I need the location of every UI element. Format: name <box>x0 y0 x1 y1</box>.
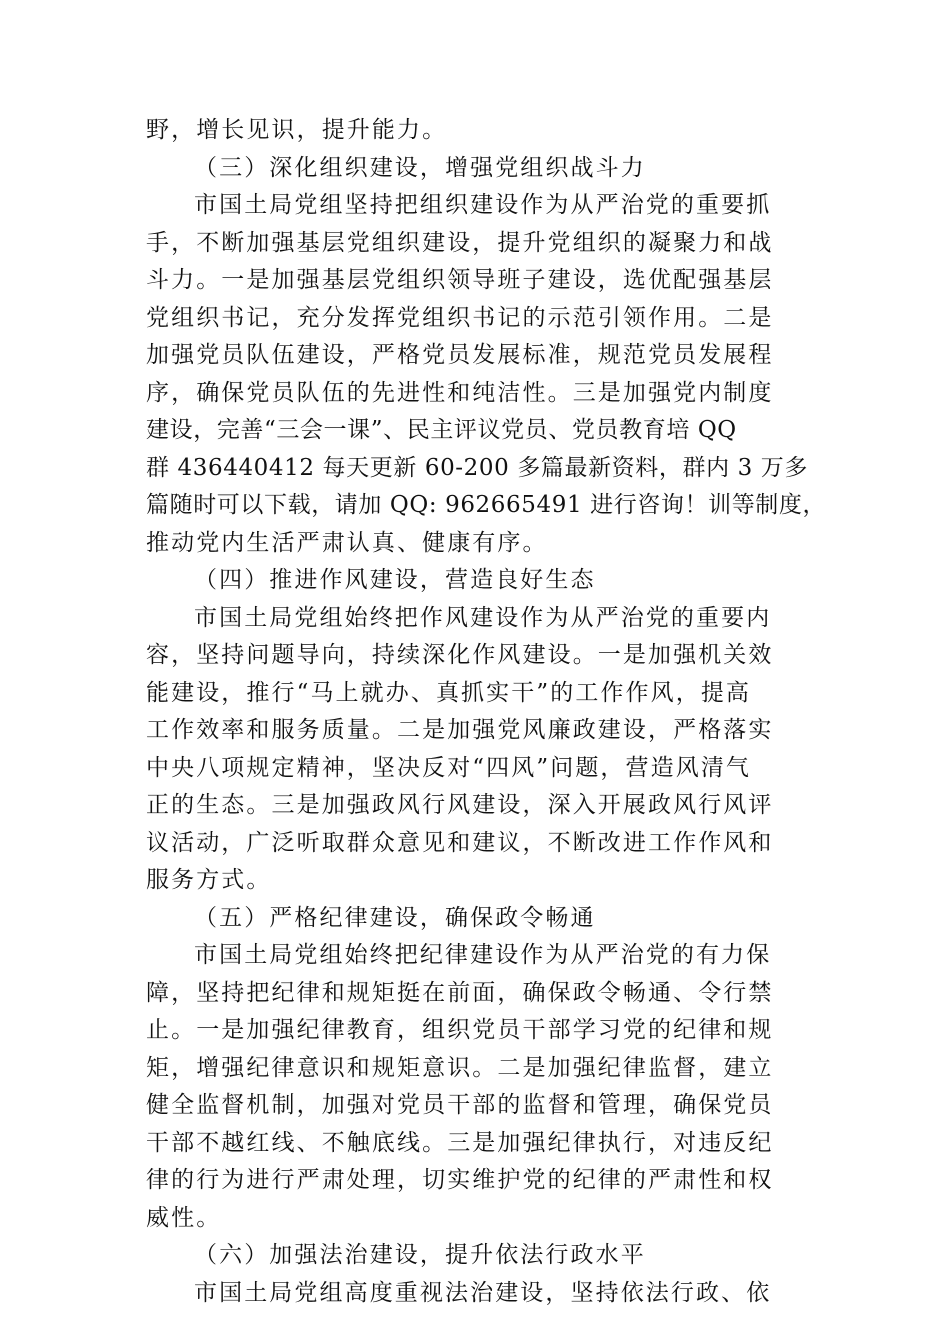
paragraph-line: 斗力。一是加强基层党组织领导班子建设，选优配强基层 <box>146 267 774 293</box>
paragraph-line: 市国土局党组始终把作风建设作为从严治党的重要内 <box>194 604 772 631</box>
paragraph-line: 服务方式。 <box>146 867 272 893</box>
paragraph-line: 野，增长见识，提升能力。 <box>146 117 448 143</box>
paragraph-line: 止。一是加强纪律教育，组织党员干部学习党的纪律和规 <box>146 1017 774 1043</box>
paragraph-line: 健全监督机制，加强对党员干部的监督和管理，确保党员 <box>146 1092 774 1118</box>
paragraph-line: 群 436440412 每天更新 60-200 多篇最新资料，群内 3 万多 <box>146 454 808 481</box>
paragraph-line: 正的生态。三是加强政风行风建设，深入开展政风行风评 <box>146 792 774 818</box>
paragraph-line: 矩，增强纪律意识和规矩意识。二是加强纪律监督，建立 <box>146 1054 774 1081</box>
paragraph-line: 障，坚持把纪律和规矩挺在前面，确保政令畅通、令行禁 <box>146 979 774 1006</box>
document-body <box>146 112 827 1312</box>
paragraph-line: 能建设，推行“马上就办、真抓实干”的工作作风，提高 <box>146 679 752 706</box>
paragraph-line: 工作效率和服务质量。二是加强党风廉政建设，严格落实 <box>146 717 774 743</box>
paragraph-line: 市国土局党组高度重视法治建设，坚持依法行政、依 <box>194 1279 772 1306</box>
paragraph-line: 序，确保党员队伍的先进性和纯洁性。三是加强党内制度 <box>146 379 774 406</box>
paragraph-line: 威性。 <box>146 1204 222 1231</box>
paragraph-line: 容，坚持问题导向，持续深化作风建设。一是加强机关效 <box>146 642 774 668</box>
section-heading-6: （六）加强法治建设，提升依法行政水平 <box>194 1242 646 1268</box>
paragraph-line: 市国土局党组始终把纪律建设作为从严治党的有力保 <box>194 942 772 968</box>
paragraph-line: 建设，完善“三会一课”、民主评议党员、党员教育培 QQ <box>146 417 737 443</box>
paragraph-line: 干部不越红线、不触底线。三是加强纪律执行，对违反纪 <box>146 1129 774 1156</box>
paragraph-line: 党组织书记，充分发挥党组织书记的示范引领作用。二是 <box>146 304 774 331</box>
paragraph-line: 推动党内生活严肃认真、健康有序。 <box>146 529 548 556</box>
paragraph-line: 市国土局党组坚持把组织建设作为从严治党的重要抓 <box>194 192 772 218</box>
paragraph-line: 律的行为进行严肃处理，切实维护党的纪律的严肃性和权 <box>146 1167 774 1193</box>
paragraph-line: 手，不断加强基层党组织建设，提升党组织的凝聚力和战 <box>146 229 774 256</box>
section-heading-4: （四）推进作风建设，营造良好生态 <box>194 567 596 593</box>
paragraph-line: 篇随时可以下载，请加 QQ: 962665491 进行咨询！训等制度， <box>146 492 827 518</box>
paragraph-line: 加强党员队伍建设，严格党员发展标准，规范党员发展程 <box>146 342 774 368</box>
paragraph-line: 议活动，广泛听取群众意见和建议，不断改进工作作风和 <box>146 829 774 856</box>
paragraph-line: 中央八项规定精神，坚决反对“四风”问题，营造风清气 <box>146 754 752 781</box>
section-heading-3: （三）深化组织建设，增强党组织战斗力 <box>194 154 646 181</box>
section-heading-5: （五）严格纪律建设，确保政令畅通 <box>194 904 596 931</box>
